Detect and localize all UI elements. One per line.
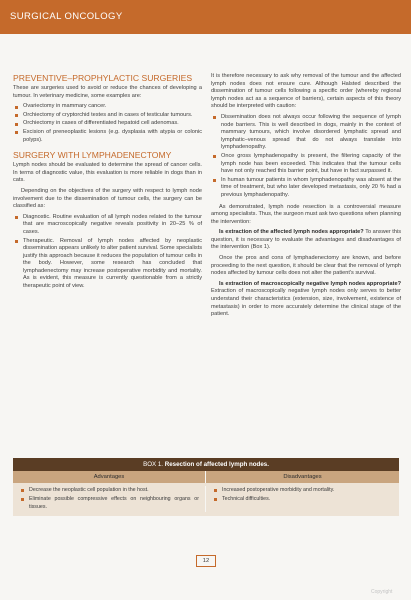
header-title: SURGICAL ONCOLOGY: [10, 11, 123, 22]
list-item: Increased postoperative morbidity and mortality.: [212, 486, 393, 494]
list-item: Dissemination does not always occur following the sequence of lymph node barriers. This is well described in dogs, mainly in the context of mammary tumours, which involve disordered lymphatic spread and lymphatic–venous spread that do not always translate into lymphadenopathy.: [211, 114, 401, 152]
list-item: Eliminate possible compressive effects on neighbouring organs or tissues.: [19, 495, 199, 511]
question-1-text: To answer this question, it is necessary to evaluate the advantages and disadvantages of the intervention (Box 1).: [211, 229, 401, 251]
box-header-row: [13, 471, 399, 483]
box-1: [13, 458, 399, 516]
list-item: In human tumour patients in whom lymphadenopathy was absent at the time of treatment, but who later developed metastasis, only 20 % had a previous lymphadenopathy.: [211, 177, 401, 200]
list-item: Orchiectomy in cases of differentiated hepatoid cell adenomas.: [13, 120, 202, 128]
list-item: Ovariectomy in mammary cancer.: [13, 103, 202, 111]
list-item: Technical difficulties.: [212, 495, 393, 503]
page-header: [0, 0, 411, 34]
bullet-list-classification: [13, 214, 202, 291]
question-2-text: Extraction of macroscopically negative lymph nodes only serves to better understand their characteristics (extension, size, involvement, existence of metastasis) in order to more accurately determine the clinical stage of the patient.: [211, 288, 401, 318]
advantages-header: Advantages: [13, 471, 206, 483]
paragraph: Once the pros and cons of lymphadenectomy are known, and before proceeding to the next question, it should be clear that the removal of lymph nodes affected by tumour cells does not alter the patient's survival.: [211, 255, 401, 277]
list-item: Diagnostic. Routine evaluation of all lymph nodes related to the tumour that are macroscopically negative reveals positivity in 20–25 % of cases.: [13, 214, 202, 237]
paragraph: These are surgeries used to avoid or reduce the chances of developing a tumour. In veterinary medicine, some examples are:: [13, 85, 202, 99]
paragraph: Lymph nodes should be evaluated to determine the spread of cancer cells. In terms of diagnostic value, this evaluation is more reliable in dogs than in cats.: [13, 162, 202, 184]
box-label: BOX 1.: [143, 461, 164, 468]
box-title: Resection of affected lymph nodes.: [164, 461, 269, 468]
paragraph: As demonstrated, lymph node resection is a controversial measure among specialists. Thus, the surgeon must ask two questions when planning the intervention:: [211, 203, 401, 225]
box-title-bar: [13, 458, 399, 471]
question-1: Is extraction of the affected lymph nodes appropriate?: [219, 229, 364, 236]
paragraph-question-2: [211, 281, 401, 319]
paragraph-question-1: [211, 229, 401, 252]
section-heading-lymphadenectomy: SURGERY WITH LYMPHADENECTOMY: [13, 150, 172, 161]
box-body: [13, 483, 399, 516]
list-item: Decrease the neoplastic cell population in the host.: [19, 486, 199, 494]
disadvantages-header: Disadvantages: [283, 474, 322, 480]
paragraph: It is therefore necessary to ask why removal of the tumour and the affected lymph nodes does not ensure cure. Although Halsted described the dissemination of tumour cells following a specific order (whereby regional lymph nodes act as a sequence of barriers), certain aspects of this theory should be interpreted with caution:: [211, 73, 401, 110]
list-item: Therapeutic. Removal of lymph nodes affected by neoplastic dissemination appears unlikely to alter patient survival. Some specialists justify this approach because it reduces the population of tumour cells in the body. However, some research has concluded that lymphadenectomy may increase postoperative morbidity and mortality. As is evident, this measure is currently questionable from a strictly therapeutic point of view.: [13, 238, 202, 291]
section-heading-preventive: PREVENTIVE–PROPHYLACTIC SURGERIES: [13, 73, 193, 83]
page-number: 12: [196, 555, 216, 567]
bullet-list-surgeries: [13, 103, 202, 144]
bullet-list-caution: [211, 114, 401, 200]
list-item: Orchiectomy of cryptorchid testes and in cases of testicular tumours.: [13, 112, 202, 120]
right-column: [211, 73, 401, 322]
paragraph: Depending on the objectives of the surgery with respect to lymph node involvement due to the dissemination of tumour cells, the surgery can be classified as:: [13, 187, 202, 210]
disadvantages-list: [206, 486, 399, 512]
list-item: Once gross lymphadenopathy is present, the filtering capacity of the lymph node has been exceeded. This indicates that the tumour cells have not only reached this barrier point, but have in fact surpassed it.: [211, 153, 401, 176]
advantages-list: [13, 486, 206, 512]
list-item: Excision of preneoplastic lesions (e.g. dysplasia with atypia or colonic polyps).: [13, 129, 202, 144]
copyright-watermark: Copyright: [371, 589, 393, 595]
question-2: Is extraction of macroscopically negative lymph nodes appropriate?: [219, 280, 401, 287]
left-column: [13, 73, 202, 295]
